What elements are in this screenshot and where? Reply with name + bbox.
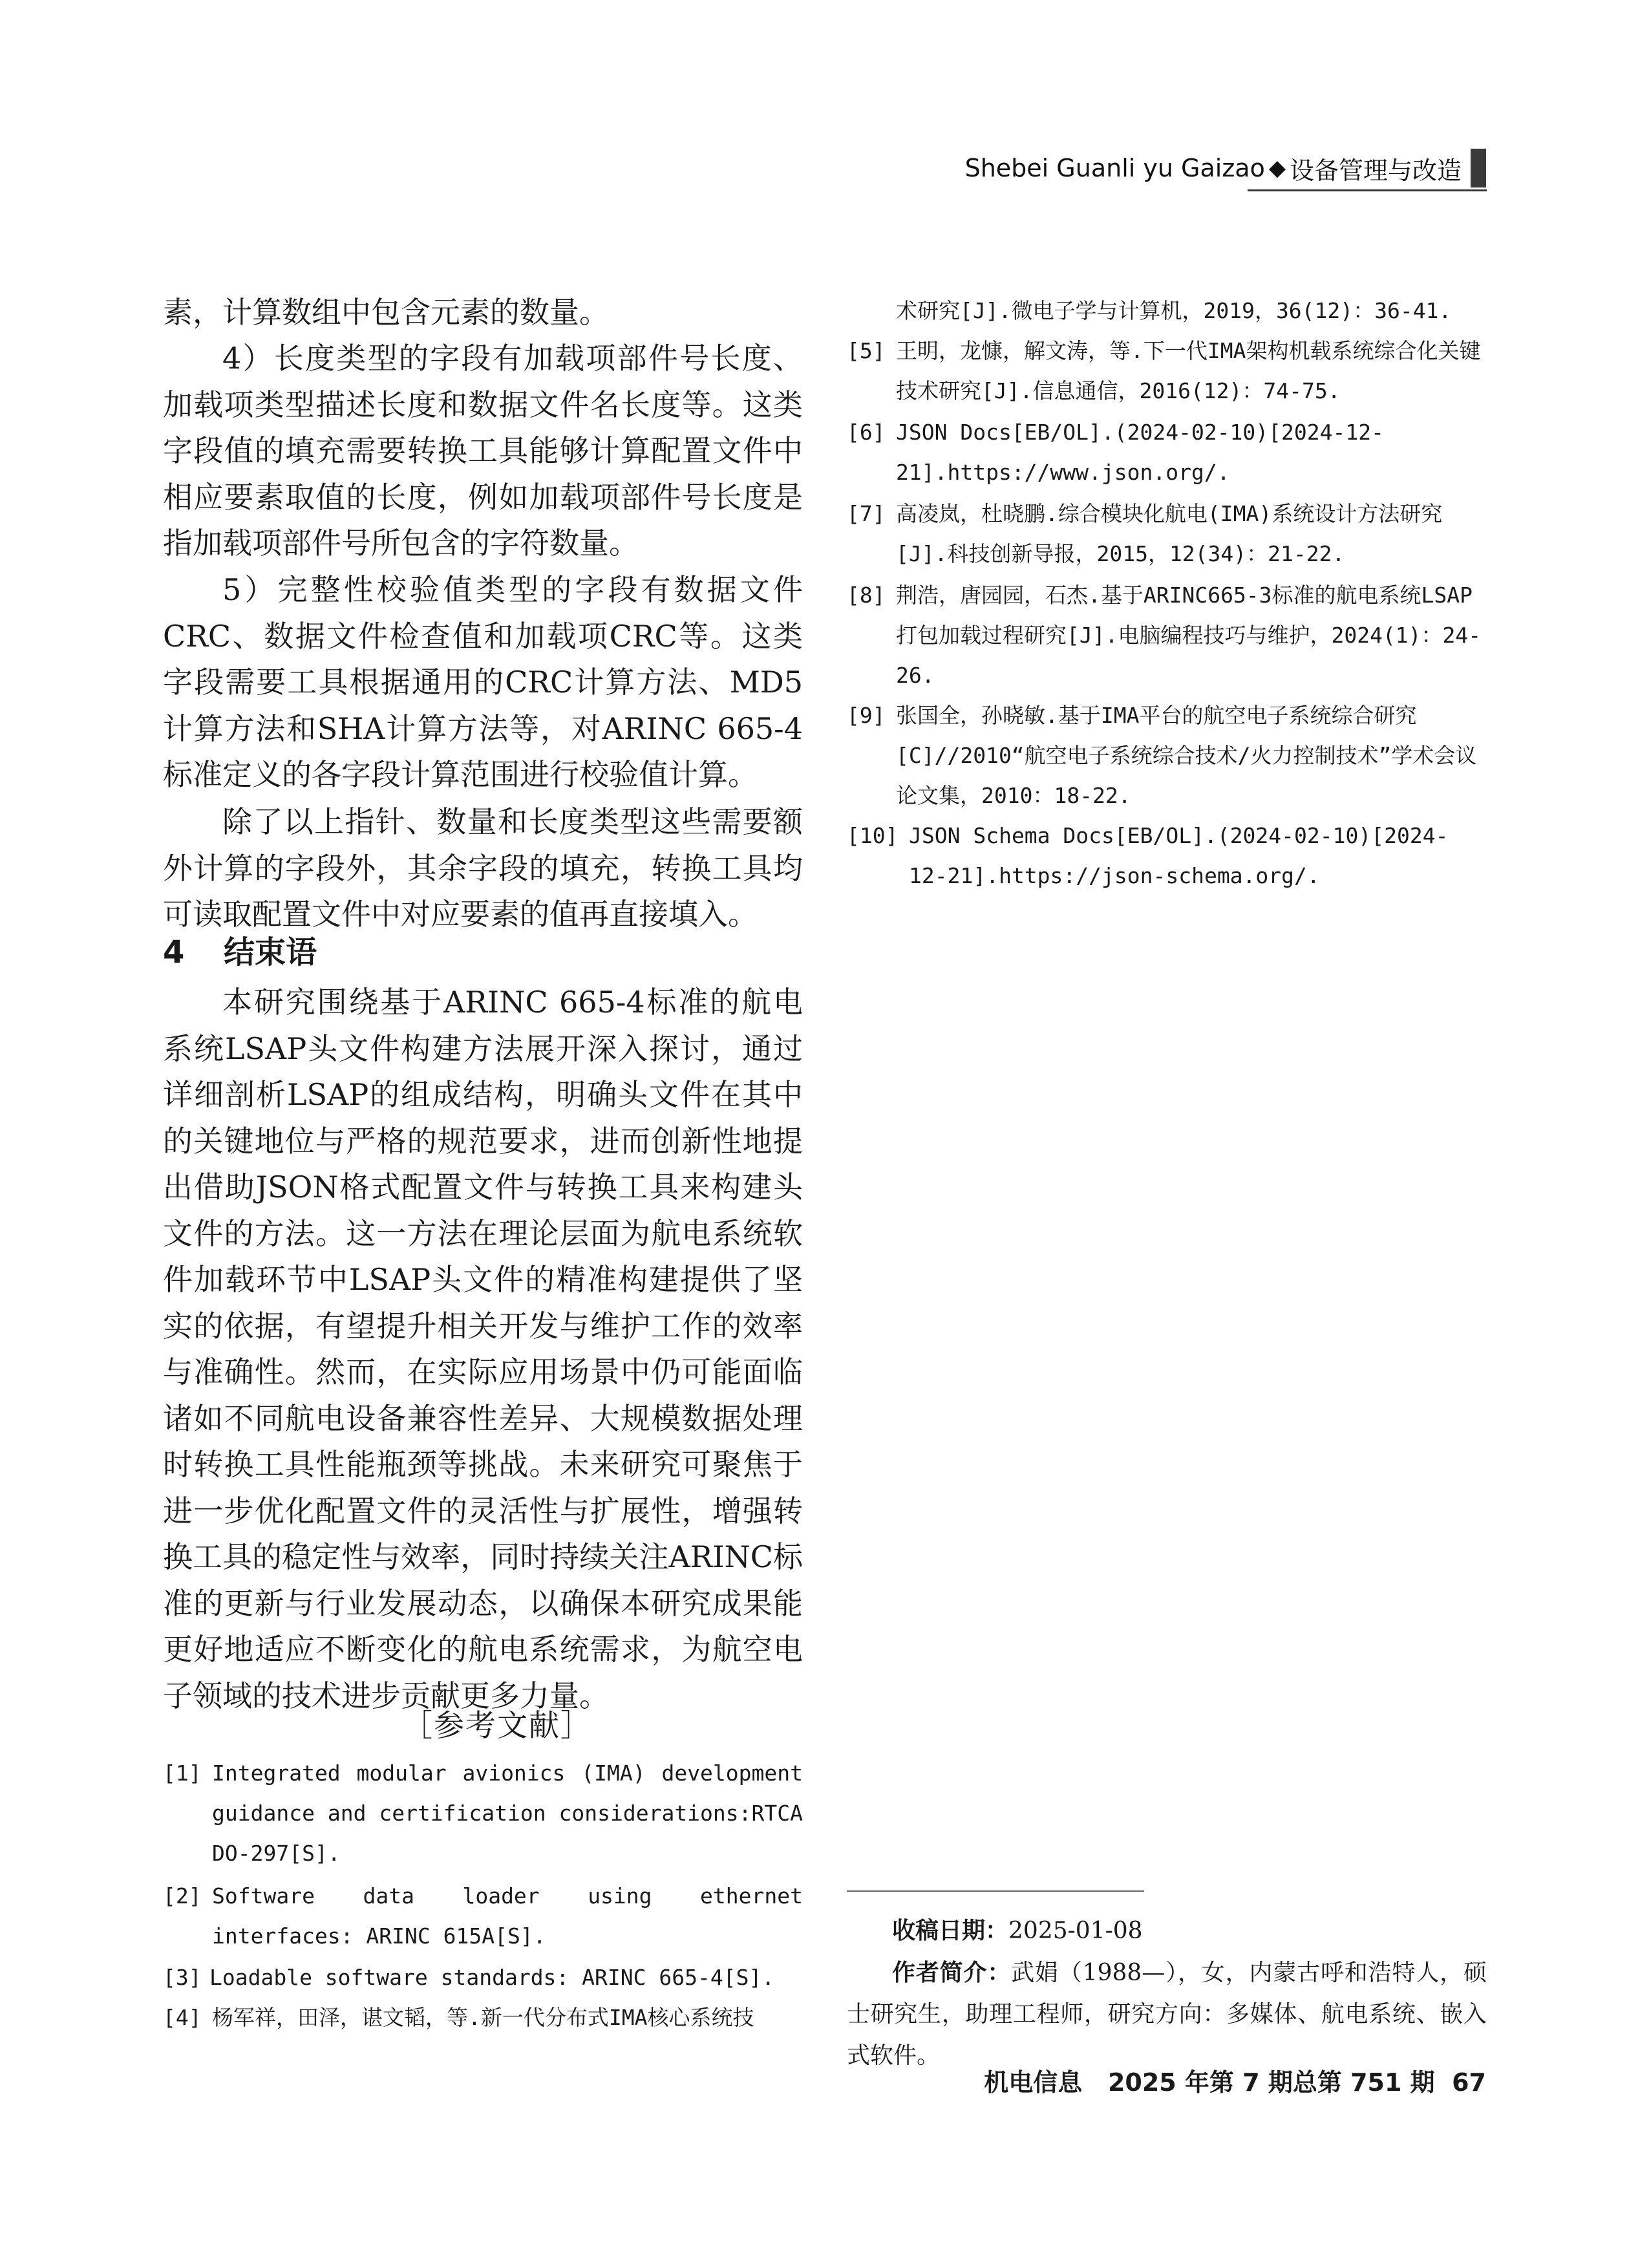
footer-issue: 2025 年第 7 期总第 751 期	[1107, 2068, 1435, 2097]
reference-item	[847, 575, 1487, 696]
reference-item	[847, 696, 1487, 816]
header-bar-mark	[1471, 149, 1486, 187]
received-date	[892, 1910, 1487, 1952]
reference-item	[847, 331, 1487, 411]
paragraph-other-fields: 除了以上指针、数量和长度类型这些需要额外计算的字段外，其余字段的填充，转换工具均可读取配置文件中对应要素的值再直接填入。	[163, 804, 803, 932]
reference-item	[847, 816, 1487, 896]
reference-number: [2]	[163, 1883, 202, 1909]
references-title: ［参考文献］	[402, 1708, 592, 1744]
reference-text: 杨军祥，田泽，谌文韬，等.新一代分布式IMA核心系统技	[212, 2005, 754, 2030]
reference-text: JSON Docs[EB/OL].(2024-02-10)[2024-12-21].https://www.json.org/.	[896, 420, 1384, 485]
reference-text: Integrated modular avionics (IMA) development guidance and certification considerations:RTCA DO-297[S].	[212, 1760, 803, 1866]
reference-number: [1]	[163, 1760, 202, 1786]
reference-text: 高凌岚，杜晓鹏.综合模块化航电(IMA)系统设计方法研究[J].科技创新导报，2015，12(34)：21-22.	[896, 501, 1443, 566]
reference-number: [9]	[847, 703, 886, 728]
author-label: 作者简介：	[892, 1960, 1012, 1986]
journal-pinyin: Shebei Guanli yu Gaizao	[964, 154, 1265, 182]
reference-text: 王明，龙慷，解文涛，等.下一代IMA架构机载系统综合化关键技术研究[J].信息通信，2016(12)：74-75.	[896, 338, 1481, 403]
reference-item	[847, 494, 1487, 574]
paragraph-conclusion: 本研究围绕基于ARINC 665-4标准的航电系统LSAP头文件构建方法展开深入探讨，通过详细剖析LSAP的组成结构，明确头文件在其中的关键地位与严格的规范要求，进而创新性地提出借助JSON格式配置文件与转换工具来构建头文件的方法。这一方法在理论层面为航电系统软件加载环节中LSAP头文件的精准构建提供了坚实的依据，有望提升相关开发与维护工作的效率与准确性。然而，在实际应用场景中仍可能面临诸如不同航电设备兼容性差异、大规模数据处理时转换工具性能瓶颈等挑战。未来研究可聚焦于进一步优化配置文件的灵活性与扩展性，增强转换工具的稳定性与效率，同时持续关注ARINC标准的更新与行业发展动态，以确保本研究成果能更好地适应不断变化的航电系统需求，为航空电子领域的技术进步贡献更多力量。	[163, 985, 803, 1713]
reference-item	[163, 1998, 803, 2038]
reference-text: Software data loader using ethernet interfaces: ARINC 615A[S].	[212, 1883, 803, 1949]
reference-text: 张国全，孙晓敏.基于IMA平台的航空电子系统综合研究[C]//2010“航空电子系统综合技术/火力控制技术”学术会议论文集，2010：18-22.	[896, 703, 1477, 808]
received-value: 2025-01-08	[1008, 1918, 1143, 1944]
reference-continued	[847, 291, 1487, 331]
diamond-icon: ◆	[1268, 155, 1286, 181]
reference-number: [6]	[847, 420, 886, 445]
section-number: 4	[163, 934, 185, 970]
author-bio	[847, 1952, 1487, 2077]
reference-text: JSON Schema Docs[EB/OL].(2024-02-10)[2024-12-21].https://json-schema.org/.	[909, 823, 1449, 888]
reference-text: Loadable software standards: ARINC 665-4[S].	[209, 1965, 775, 1990]
running-header	[965, 149, 1486, 187]
reference-number: [8]	[847, 583, 886, 608]
header-underline	[1248, 189, 1487, 191]
paragraph-length-type: 4）长度类型的字段有加载项部件号长度、加载项类型描述长度和数据文件名长度等。这类字段值的填充需要转换工具能够计算配置文件中相应要素取值的长度，例如加载项部件号长度是指加载项部件号所包含的字符数量。	[163, 341, 803, 561]
reference-item	[847, 412, 1487, 493]
paragraph-checksum-type: 5）完整性校验值类型的字段有数据文件CRC、数据文件检查值和加载项CRC等。这类字段需要工具根据通用的CRC计算方法、MD5计算方法和SHA计算方法等，对ARINC 665-4标准定义的各字段计算范围进行校验值计算。	[163, 572, 803, 792]
section-title: 结束语	[224, 934, 317, 970]
reference-number: [7]	[847, 501, 886, 526]
column-name: 设备管理与改造	[1289, 156, 1462, 185]
reference-item	[163, 1753, 803, 1874]
footnote-rule	[847, 1890, 1144, 1892]
paragraph-continued: 素，计算数组中包含元素的数量。	[163, 295, 609, 330]
reference-text: 术研究[J].微电子学与计算机，2019，36(12)：36-41.	[896, 298, 1452, 323]
page-footer	[984, 2062, 1486, 2098]
reference-number: [4]	[163, 2005, 202, 2030]
page-number: 67	[1452, 2068, 1486, 2097]
received-label: 收稿日期：	[892, 1918, 1009, 1944]
reference-number: [5]	[847, 338, 886, 363]
reference-item	[163, 1958, 803, 1998]
reference-number: [3]	[163, 1965, 202, 1990]
reference-text: 荆浩，唐园园，石杰.基于ARINC665-3标准的航电系统LSAP打包加载过程研究[J].电脑编程技巧与维护，2024(1)：24-26.	[896, 583, 1482, 688]
footer-journal: 机电信息	[984, 2068, 1083, 2097]
reference-item	[163, 1876, 803, 1956]
section-heading	[163, 927, 317, 972]
reference-number: [10]	[847, 823, 899, 848]
author-value: 武娟（1988—），女，内蒙古呼和浩特人，硕士研究生，助理工程师，研究方向：多媒体、航电系统、嵌入式软件。	[847, 1960, 1487, 2069]
